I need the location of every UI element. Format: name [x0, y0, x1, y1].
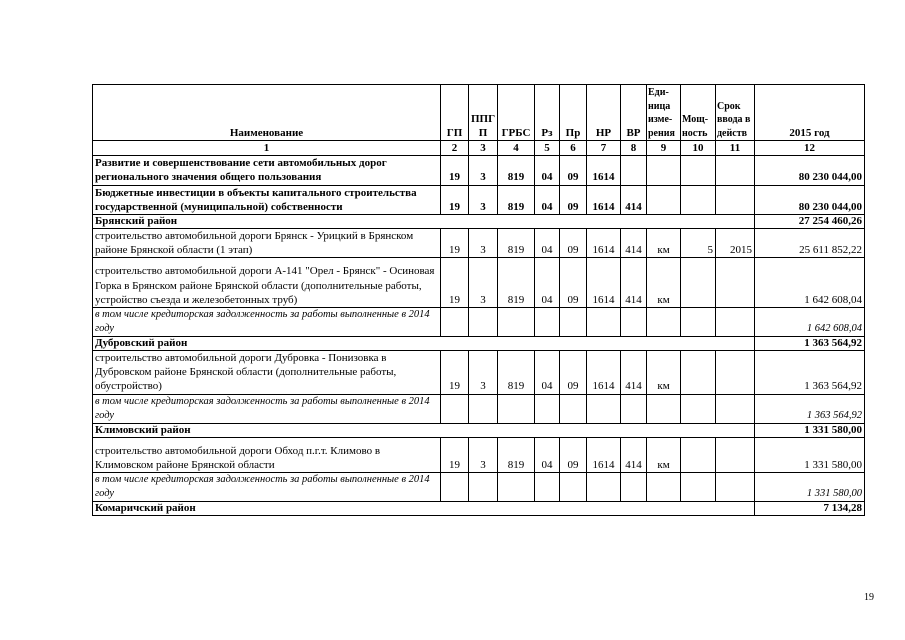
row-power [681, 185, 716, 214]
row-term [716, 156, 755, 185]
row-nr: 1614 [587, 258, 621, 308]
row-ppgp: 3 [469, 229, 498, 258]
row-nr: 1614 [587, 229, 621, 258]
credit-amount: 1 642 608,04 [755, 308, 865, 337]
district-amount: 27 254 460,26 [755, 215, 865, 229]
column-number-row [93, 141, 865, 156]
row-ppgp: 3 [469, 437, 498, 472]
row-rz: 04 [535, 437, 560, 472]
col-num: 3 [469, 141, 498, 156]
row-amount: 1 642 608,04 [755, 258, 865, 308]
row-vr: 414 [621, 258, 647, 308]
col-num: 5 [535, 141, 560, 156]
row-ppgp: 3 [469, 185, 498, 214]
header-name: Наименование [93, 85, 441, 141]
district-name: Климовский район [93, 423, 755, 437]
district-row [93, 502, 865, 516]
credit-name: в том числе кредиторская задолженность за работы выполненные в 2014 году [93, 394, 441, 423]
row-unit: км [647, 229, 681, 258]
row-vr: 414 [621, 437, 647, 472]
row-nr: 1614 [587, 156, 621, 185]
row-rz: 04 [535, 185, 560, 214]
table-row [93, 258, 865, 308]
row-ppgp: 3 [469, 156, 498, 185]
row-term [716, 185, 755, 214]
row-gp: 19 [441, 229, 469, 258]
row-name: строительство автомобильной дороги А-141 "Орел - Брянск" - Осиновая Горка в Брянском районе Брянской области (дополнительные работы, устройство съезда и железобетонных труб) [93, 258, 441, 308]
district-row [93, 337, 865, 351]
row-power [681, 351, 716, 395]
district-row [93, 215, 865, 229]
header-gp: ГП [441, 85, 469, 141]
table-row [93, 156, 865, 185]
row-name: строительство автомобильной дороги Брянск - Урицкий в Брянском районе Брянской области (1 этап) [93, 229, 441, 258]
row-grbs: 819 [498, 437, 535, 472]
district-row [93, 423, 865, 437]
row-pr: 09 [560, 156, 587, 185]
col-num: 7 [587, 141, 621, 156]
row-gp: 19 [441, 185, 469, 214]
col-num: 1 [93, 141, 441, 156]
credit-name: в том числе кредиторская задолженность за работы выполненные в 2014 году [93, 473, 441, 502]
row-amount: 25 611 852,22 [755, 229, 865, 258]
row-power [681, 156, 716, 185]
header-power: Мощ- ность [681, 85, 716, 141]
row-gp: 19 [441, 351, 469, 395]
header-pr: Пр [560, 85, 587, 141]
row-grbs: 819 [498, 351, 535, 395]
header-rz: Рз [535, 85, 560, 141]
district-amount: 1 363 564,92 [755, 337, 865, 351]
row-pr: 09 [560, 229, 587, 258]
row-unit: км [647, 258, 681, 308]
credit-row [93, 308, 865, 337]
credit-name: в том числе кредиторская задолженность за работы выполненные в 2014 году [93, 308, 441, 337]
district-amount: 1 331 580,00 [755, 423, 865, 437]
col-num: 10 [681, 141, 716, 156]
table-row [93, 351, 865, 395]
district-amount: 7 134,28 [755, 502, 865, 516]
row-pr: 09 [560, 437, 587, 472]
row-rz: 04 [535, 351, 560, 395]
row-rz: 04 [535, 156, 560, 185]
row-ppgp: 3 [469, 258, 498, 308]
row-rz: 04 [535, 258, 560, 308]
credit-row [93, 394, 865, 423]
col-num: 8 [621, 141, 647, 156]
row-power [681, 437, 716, 472]
header-vr: ВР [621, 85, 647, 141]
credit-row [93, 473, 865, 502]
table-row [93, 229, 865, 258]
col-num: 4 [498, 141, 535, 156]
row-nr: 1614 [587, 437, 621, 472]
row-grbs: 819 [498, 258, 535, 308]
header-unit: Еди- ница изме- рения [647, 85, 681, 141]
row-amount: 1 363 564,92 [755, 351, 865, 395]
row-nr: 1614 [587, 185, 621, 214]
header-ppgp: ППГ П [469, 85, 498, 141]
header-row [93, 85, 865, 141]
credit-amount: 1 331 580,00 [755, 473, 865, 502]
row-term: 2015 [716, 229, 755, 258]
row-name: Бюджетные инвестиции в объекты капитального строительства государственной (муниципальной) собственности [93, 185, 441, 214]
row-nr: 1614 [587, 351, 621, 395]
row-gp: 19 [441, 437, 469, 472]
credit-amount: 1 363 564,92 [755, 394, 865, 423]
row-term [716, 437, 755, 472]
row-unit [647, 185, 681, 214]
row-gp: 19 [441, 258, 469, 308]
row-gp: 19 [441, 156, 469, 185]
row-pr: 09 [560, 258, 587, 308]
header-grbs: ГРБС [498, 85, 535, 141]
row-pr: 09 [560, 185, 587, 214]
row-term [716, 351, 755, 395]
table-row [93, 437, 865, 472]
row-name: строительство автомобильной дороги Обход п.г.т. Климово в Климовском районе Брянской области [93, 437, 441, 472]
col-num: 11 [716, 141, 755, 156]
page-number: 19 [864, 592, 874, 603]
row-term [716, 258, 755, 308]
col-num: 2 [441, 141, 469, 156]
table-row [93, 185, 865, 214]
row-power [681, 258, 716, 308]
row-amount: 80 230 044,00 [755, 156, 865, 185]
row-vr: 414 [621, 185, 647, 214]
row-amount: 1 331 580,00 [755, 437, 865, 472]
district-name: Брянский район [93, 215, 755, 229]
row-power: 5 [681, 229, 716, 258]
district-name: Дубровский район [93, 337, 755, 351]
col-num: 9 [647, 141, 681, 156]
col-num: 6 [560, 141, 587, 156]
district-name: Комаричский район [93, 502, 755, 516]
row-amount: 80 230 044,00 [755, 185, 865, 214]
row-name: Развитие и совершенствование сети автомобильных дорог регионального значения общего пользования [93, 156, 441, 185]
row-unit: км [647, 437, 681, 472]
row-grbs: 819 [498, 156, 535, 185]
header-term: Срок ввода в действ [716, 85, 755, 141]
header-nr: НР [587, 85, 621, 141]
header-year: 2015 год [755, 85, 865, 141]
row-ppgp: 3 [469, 351, 498, 395]
row-name: строительство автомобильной дороги Дубровка - Понизовка в Дубровском районе Брянской области (дополнительные работы, обустройство) [93, 351, 441, 395]
row-vr: 414 [621, 351, 647, 395]
row-unit: км [647, 351, 681, 395]
row-grbs: 819 [498, 229, 535, 258]
row-pr: 09 [560, 351, 587, 395]
row-vr [621, 156, 647, 185]
row-vr: 414 [621, 229, 647, 258]
budget-table [92, 84, 865, 516]
row-grbs: 819 [498, 185, 535, 214]
row-rz: 04 [535, 229, 560, 258]
col-num: 12 [755, 141, 865, 156]
row-unit [647, 156, 681, 185]
